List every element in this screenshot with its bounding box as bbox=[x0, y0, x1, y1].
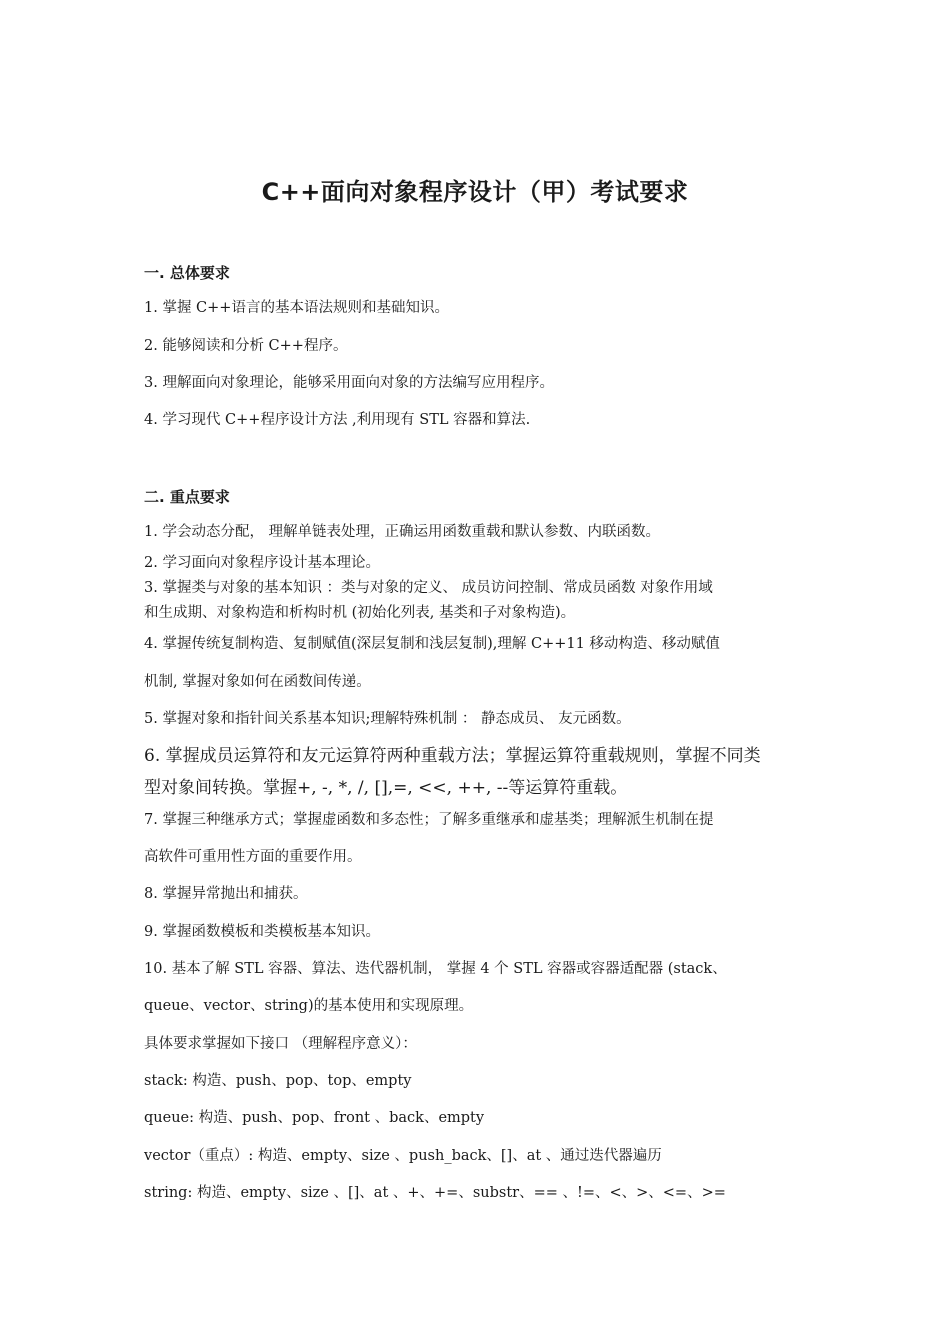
list-item: 9. 掌握函数模板和类模板基本知识。 bbox=[144, 924, 380, 940]
list-item: stack: 构造、push、pop、top、empty bbox=[144, 1073, 412, 1089]
list-item: 型对象间转换。掌握+, -, *, /, [],=, <<, ++, --等运算符重载。 bbox=[144, 778, 628, 798]
list-item: 具体要求掌握如下接口 （理解程序意义）： bbox=[144, 1036, 417, 1052]
list-item: 10. 基本了解 STL 容器、算法、迭代器机制， 掌握 4 个 STL 容器或容器适配器 (stack、 bbox=[144, 961, 727, 977]
list-item: 3. 掌握类与对象的基本知识 ：类与对象的定义、 成员访问控制、常成员函数 对象作用域 bbox=[144, 580, 713, 596]
list-item: 4. 掌握传统复制构造、复制赋值(深层复制和浅层复制),理解 C++11 移动构造、移动赋值 bbox=[144, 636, 720, 652]
list-item: 4. 学习现代 C++程序设计方法 ,利用现有 STL 容器和算法. bbox=[144, 412, 531, 428]
list-item: queue: 构造、push、pop、front 、back、empty bbox=[144, 1110, 485, 1126]
list-item: 2. 学习面向对象程序设计基本理论。 bbox=[144, 555, 380, 571]
list-item: 5. 掌握对象和指针间关系基本知识;理解特殊机制 ： 静态成员、 友元函数。 bbox=[144, 711, 631, 727]
list-item: vector（重点）: 构造、empty、size 、push_back、[]、at 、通过迭代器遍历 bbox=[144, 1148, 662, 1164]
list-item: 8. 掌握异常抛出和捕获。 bbox=[144, 886, 308, 902]
list-item: 高软件可重用性方面的重要作用。 bbox=[144, 849, 362, 865]
section-heading-general: 一. 总体要求 bbox=[144, 264, 230, 282]
list-item: 1. 掌握 C++语言的基本语法规则和基础知识。 bbox=[144, 300, 449, 316]
list-item: 机制, 掌握对象如何在函数间传递。 bbox=[144, 674, 371, 690]
list-item: 2. 能够阅读和分析 C++程序。 bbox=[144, 338, 348, 354]
list-item: 7. 掌握三种继承方式；掌握虚函数和多态性；了解多重继承和虚基类；理解派生机制在提 bbox=[144, 812, 714, 828]
list-item: string: 构造、empty、size 、[]、at 、+、+=、substr、== 、!=、<、>、<=、>= bbox=[144, 1185, 726, 1201]
section-heading-key: 二. 重点要求 bbox=[144, 488, 230, 506]
list-item: 1. 学会动态分配， 理解单链表处理，正确运用函数重载和默认参数、内联函数。 bbox=[144, 524, 661, 540]
list-item: 3. 理解面向对象理论，能够采用面向对象的方法编写应用程序。 bbox=[144, 375, 554, 391]
list-item: 6. 掌握成员运算符和友元运算符两种重载方法；掌握运算符重载规则，掌握不同类 bbox=[144, 746, 761, 766]
list-item: queue、vector、string)的基本使用和实现原理。 bbox=[144, 998, 474, 1014]
list-item: 和生成期、对象构造和析构时机 (初始化列表, 基类和子对象构造)。 bbox=[144, 605, 576, 621]
page-title: C++面向对象程序设计（甲）考试要求 bbox=[261, 178, 689, 206]
